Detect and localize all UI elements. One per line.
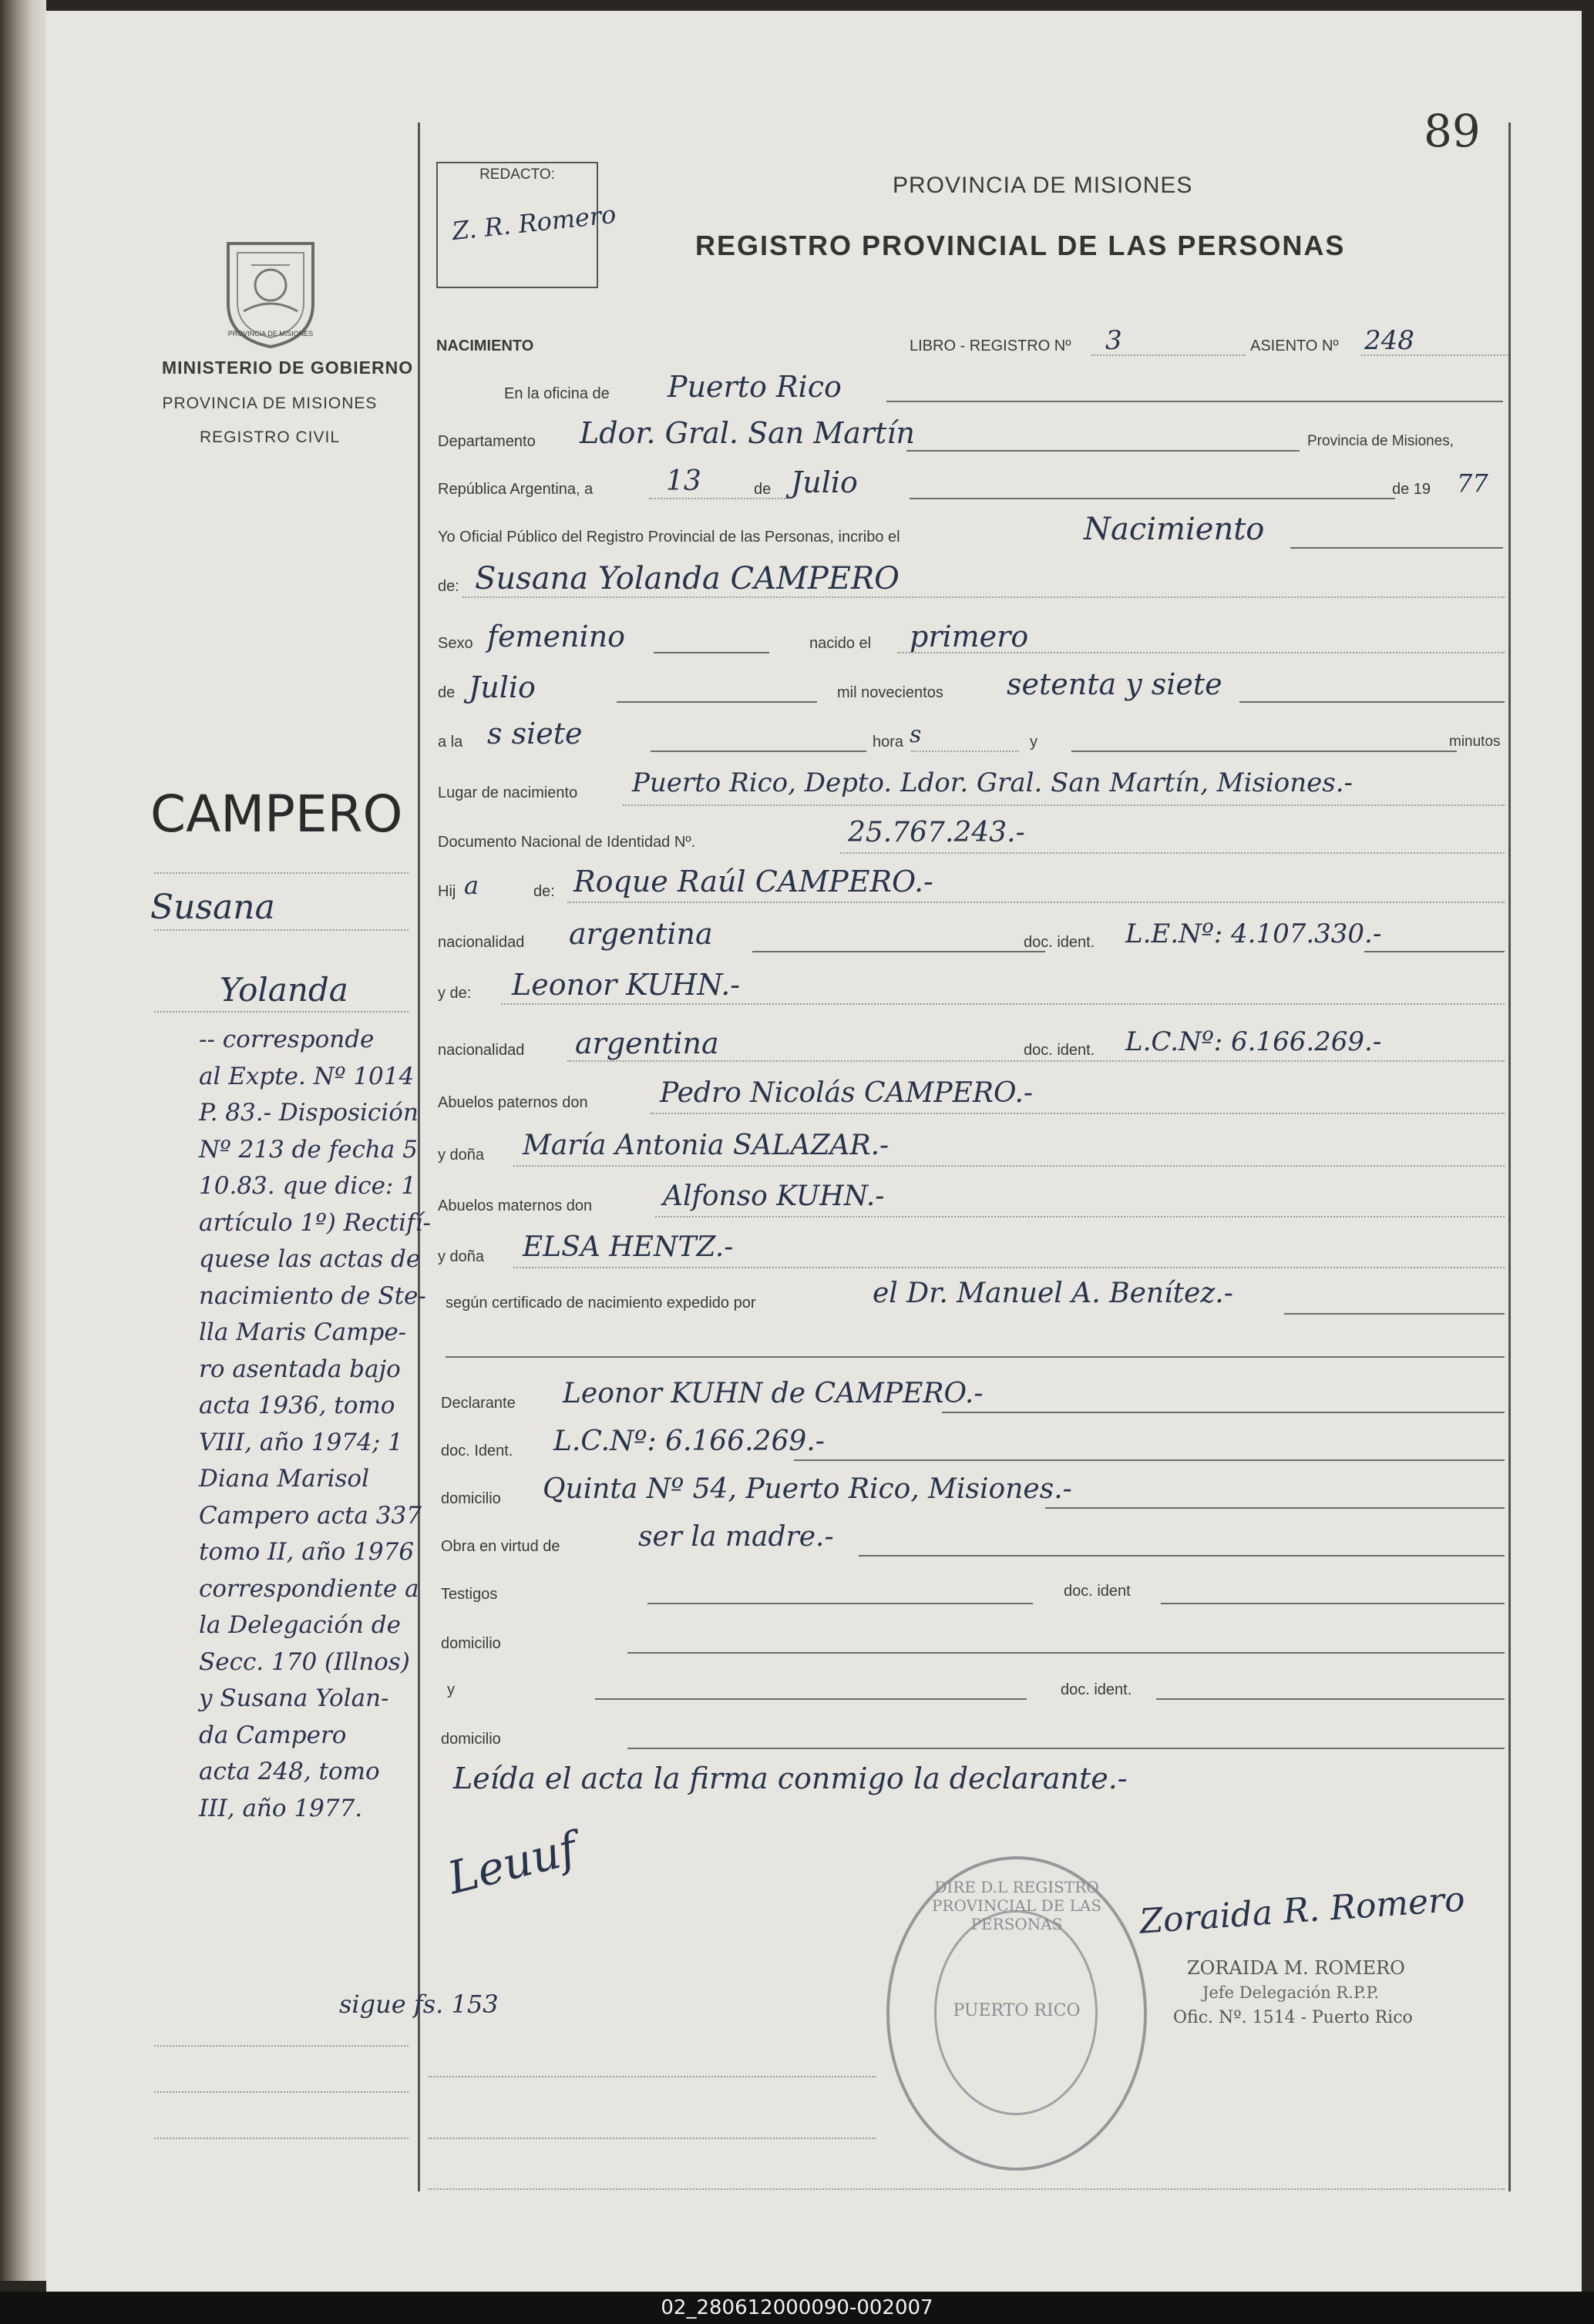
- form-line: [617, 701, 817, 703]
- lugar-label: Lugar de nacimiento: [438, 784, 578, 801]
- form-line: [1364, 951, 1505, 952]
- redacto-signature: Z. R. Romero: [450, 199, 618, 247]
- form-line: [1290, 547, 1503, 549]
- form-line: [647, 1603, 1033, 1604]
- testigos-label: Testigos: [441, 1586, 498, 1603]
- oficial-value: Nacimiento: [1084, 512, 1265, 547]
- dni-value: 25.767.243.-: [848, 817, 1025, 848]
- form-line: [1045, 1507, 1505, 1509]
- y-dona-1-value: María Antonia SALAZAR.-: [523, 1130, 889, 1161]
- note-line: 10.83. que dice: 1: [199, 1172, 416, 1200]
- form-line: [1071, 751, 1457, 752]
- page-number: 89: [1424, 105, 1481, 157]
- form-line: [446, 1356, 1505, 1358]
- margin-first-name: Susana: [150, 888, 275, 927]
- year-value: 77: [1457, 468, 1488, 498]
- form-line: [654, 652, 769, 653]
- form-line: [567, 902, 1505, 903]
- official-seal: [886, 1856, 1147, 2171]
- form-line: [1156, 1698, 1505, 1700]
- form-line: [859, 1555, 1505, 1557]
- abuelos-paternos-value: Pedro Nicolás CAMPERO.-: [660, 1077, 1034, 1109]
- note-line: Secc. 170 (Illnos): [199, 1647, 410, 1676]
- note-line: y Susana Yolan-: [199, 1684, 389, 1712]
- libro-value: 3: [1105, 325, 1122, 356]
- form-line: [429, 2138, 876, 2139]
- declarant-signature: Leuuf: [442, 1822, 582, 1905]
- official-title: Jefe Delegación R.P.P.: [1202, 1983, 1380, 2002]
- form-line: [651, 751, 866, 752]
- note-line: Campero acta 337: [199, 1501, 422, 1530]
- note-line: al Expte. Nº 1014: [199, 1062, 415, 1090]
- nacionalidad-1-label: nacionalidad: [438, 934, 525, 951]
- doc-ident-value: L.C.Nº: 6.166.269.-: [553, 1426, 825, 1457]
- form-line: [910, 498, 1395, 499]
- mil-label: mil novecientos: [837, 684, 943, 701]
- republica-label: República Argentina, a: [438, 481, 594, 498]
- lugar-value: Puerto Rico, Depto. Ldor. Gral. San Martín, Misiones.-: [632, 767, 1353, 798]
- note-line: tomo II, año 1976: [199, 1538, 415, 1566]
- emblem-text: PROVINCIA DE MISIONES: [227, 330, 314, 338]
- margin-annotation: [199, 1022, 492, 1827]
- form-line: [911, 751, 1019, 752]
- hij-label: Hij: [438, 883, 456, 900]
- note-line: Diana Marisol: [199, 1465, 369, 1493]
- margin-middle-name: Yolanda: [220, 971, 348, 1009]
- declarante-value: Leonor KUHN de CAMPERO.-: [563, 1378, 984, 1409]
- y-dona-2-value: ELSA HENTZ.-: [523, 1231, 734, 1263]
- hora-value: s: [910, 721, 922, 748]
- form-line: [840, 852, 1505, 854]
- note-line: da Campero: [199, 1721, 347, 1749]
- form-line: [906, 450, 1300, 452]
- father-value: Roque Raúl CAMPERO.-: [573, 865, 933, 898]
- document-page: [46, 11, 1582, 2292]
- y-de-label: y de:: [438, 985, 472, 1002]
- certificado-label: según certificado de nacimiento expedido por: [446, 1295, 756, 1311]
- asiento-value: 248: [1364, 325, 1414, 356]
- margin-surname: CAMPERO: [150, 784, 403, 844]
- margin-dotline: [154, 2091, 409, 2093]
- form-line: [513, 1267, 1505, 1268]
- domicilio-value: Quinta Nº 54, Puerto Rico, Misiones.-: [543, 1473, 1072, 1505]
- margin-dotline: [154, 2138, 409, 2139]
- form-line: [752, 951, 1045, 952]
- closing-statement: Leída el acta la firma conmigo la declarante.-: [453, 1761, 1128, 1795]
- note-line: acta 248, tomo: [199, 1758, 380, 1785]
- alas-value: s siete: [487, 717, 583, 751]
- note-line: III, año 1977.: [199, 1794, 363, 1822]
- alas-label: a la: [438, 734, 463, 751]
- form-line: [462, 596, 1505, 598]
- year-label: de 19: [1392, 481, 1431, 498]
- doc-2-label: doc. ident.: [1024, 1042, 1095, 1059]
- form-line: [886, 401, 1503, 402]
- de-name-label: de:: [438, 578, 459, 595]
- note-line: -- corresponde: [199, 1026, 375, 1053]
- margin-continuation: sigue fs. 153: [339, 1990, 499, 2019]
- note-line: la Delegación de: [199, 1611, 401, 1639]
- day-value: 13: [666, 465, 701, 497]
- month-value: Julio: [791, 465, 858, 499]
- dni-label: Documento Nacional de Identidad Nº.: [438, 834, 696, 851]
- sexo-value: femenino: [487, 620, 626, 653]
- form-line: [567, 1060, 1505, 1062]
- y-dona-1-label: y doña: [438, 1147, 485, 1164]
- form-line: [1361, 354, 1508, 356]
- doc-1-label: doc. ident.: [1024, 934, 1095, 951]
- note-line: VIII, año 1974; 1: [199, 1428, 403, 1456]
- left-province-label: PROVINCIA DE MISIONES: [162, 395, 378, 412]
- de-label: de: [754, 481, 772, 498]
- doc-ident-label: doc. Ident.: [441, 1442, 513, 1459]
- registry-title: REGISTRO PROVINCIAL DE LAS PERSONAS: [695, 230, 1346, 261]
- redacto-label: REDACTO:: [479, 166, 555, 183]
- form-line: [627, 1748, 1505, 1749]
- domicilio-3-label: domicilio: [441, 1731, 501, 1748]
- form-line: [794, 1459, 1505, 1461]
- ministry-label: MINISTERIO DE GOBIERNO: [162, 358, 414, 378]
- abuelos-paternos-label: Abuelos paternos don: [438, 1094, 588, 1111]
- form-line: [651, 1113, 1505, 1114]
- y-dona-2-label: y doña: [438, 1248, 485, 1265]
- form-line: [1284, 1313, 1505, 1315]
- certificado-value: el Dr. Manuel A. Benítez.-: [873, 1278, 1233, 1309]
- abuelos-maternos-label: Abuelos maternos don: [438, 1197, 593, 1214]
- y-label: y: [1030, 734, 1037, 751]
- note-line: quese las actas de: [199, 1245, 421, 1273]
- nacimiento-label: NACIMIENTO: [436, 338, 534, 354]
- note-line: artículo 1º) Rectifí-: [199, 1208, 431, 1237]
- domicilio-2-label: domicilio: [441, 1635, 501, 1652]
- birth-month-value: Julio: [469, 670, 536, 704]
- minutos-label: minutos: [1449, 734, 1501, 750]
- province-title: PROVINCIA DE MISIONES: [893, 173, 1193, 198]
- nacionalidad-2-label: nacionalidad: [438, 1042, 525, 1059]
- name-value: Susana Yolanda CAMPERO: [475, 561, 900, 596]
- testigos-doc-2-label: doc. ident.: [1061, 1681, 1132, 1698]
- note-line: correspondiente a: [199, 1574, 419, 1603]
- nacionalidad-2-value: argentina: [575, 1026, 719, 1060]
- doc-2-value: L.C.Nº: 6.166.269.-: [1125, 1026, 1382, 1057]
- note-line: ro asentada bajo: [199, 1355, 401, 1383]
- note-line: acta 1936, tomo: [199, 1392, 395, 1419]
- official-signature: Zoraida R. Romero: [1138, 1879, 1467, 1942]
- official-office: Ofic. Nº. 1514 - Puerto Rico: [1173, 2008, 1413, 2027]
- margin-dotline: [154, 1011, 409, 1013]
- hij-suffix: a: [464, 871, 479, 900]
- libro-label: LIBRO - REGISTRO Nº: [910, 338, 1071, 354]
- note-line: nacimiento de Ste-: [199, 1281, 426, 1310]
- form-line: [1239, 701, 1505, 703]
- asiento-label: ASIENTO Nº: [1250, 338, 1339, 354]
- testigos-doc-label: doc. ident: [1064, 1583, 1131, 1600]
- mil-value: setenta y siete: [1007, 667, 1222, 701]
- oficina-value: Puerto Rico: [668, 370, 842, 404]
- doc-1-value: L.E.Nº: 4.107.330.-: [1125, 919, 1382, 949]
- seal-text: DIRE D.L REGISTRO PROVINCIAL DE LAS PERSONAS: [931, 1878, 1102, 1933]
- book-binding: [0, 0, 46, 2281]
- form-line: [595, 1698, 1027, 1700]
- oficina-label: En la oficina de: [504, 385, 610, 402]
- departamento-label: Departamento: [438, 433, 536, 450]
- margin-dotline: [154, 929, 409, 931]
- hora-label: hora: [873, 734, 904, 751]
- obra-label: Obra en virtud de: [441, 1538, 560, 1555]
- mother-value: Leonor KUHN.-: [512, 968, 741, 1002]
- form-line: [897, 652, 1505, 653]
- nacionalidad-1-value: argentina: [569, 917, 713, 951]
- form-line: [655, 1216, 1505, 1217]
- note-line: lla Maris Campe-: [199, 1318, 407, 1346]
- note-line: Nº 213 de fecha 5: [199, 1135, 418, 1164]
- provincia-label: Provincia de Misiones,: [1307, 433, 1454, 449]
- hij-de-label: de:: [533, 883, 555, 900]
- obra-value: ser la madre.-: [638, 1521, 834, 1553]
- nacido-value: primero: [910, 620, 1029, 653]
- form-line: [623, 804, 1505, 806]
- form-line: [942, 1412, 1505, 1413]
- civil-registry-label: REGISTRO CIVIL: [199, 428, 341, 446]
- margin-dotline: [154, 2045, 409, 2047]
- redacto-box: [436, 162, 618, 288]
- sexo-label: Sexo: [438, 635, 473, 652]
- abuelos-maternos-value: Alfonso KUHN.-: [663, 1180, 885, 1212]
- oficial-label: Yo Oficial Público del Registro Provincial de las Personas, incribo el: [438, 529, 900, 546]
- form-line: [513, 1165, 1505, 1167]
- declarante-label: Declarante: [441, 1395, 516, 1412]
- form-line: [1161, 1603, 1505, 1604]
- de-month-label: de: [438, 684, 456, 701]
- departamento-value: Ldor. Gral. San Martín: [580, 416, 915, 450]
- nacido-label: nacido el: [809, 635, 872, 652]
- y-2-label: y: [447, 1681, 455, 1698]
- form-line: [1091, 354, 1246, 356]
- seal-center-text: PUERTO RICO: [953, 2001, 1081, 2020]
- official-name: ZORAIDA M. ROMERO: [1187, 1957, 1405, 1979]
- form-line: [627, 1652, 1505, 1654]
- coat-of-arms-icon: [220, 234, 321, 348]
- form-line: [429, 2076, 876, 2077]
- right-form-border: [1508, 123, 1511, 2191]
- domicilio-label: domicilio: [441, 1490, 501, 1507]
- note-line: P. 83.- Disposición: [199, 1099, 419, 1127]
- form-line: [429, 2188, 1505, 2190]
- form-line: [501, 1003, 1505, 1005]
- margin-dotline: [154, 872, 409, 874]
- image-caption: 02_280612000090-002007: [0, 2292, 1594, 2324]
